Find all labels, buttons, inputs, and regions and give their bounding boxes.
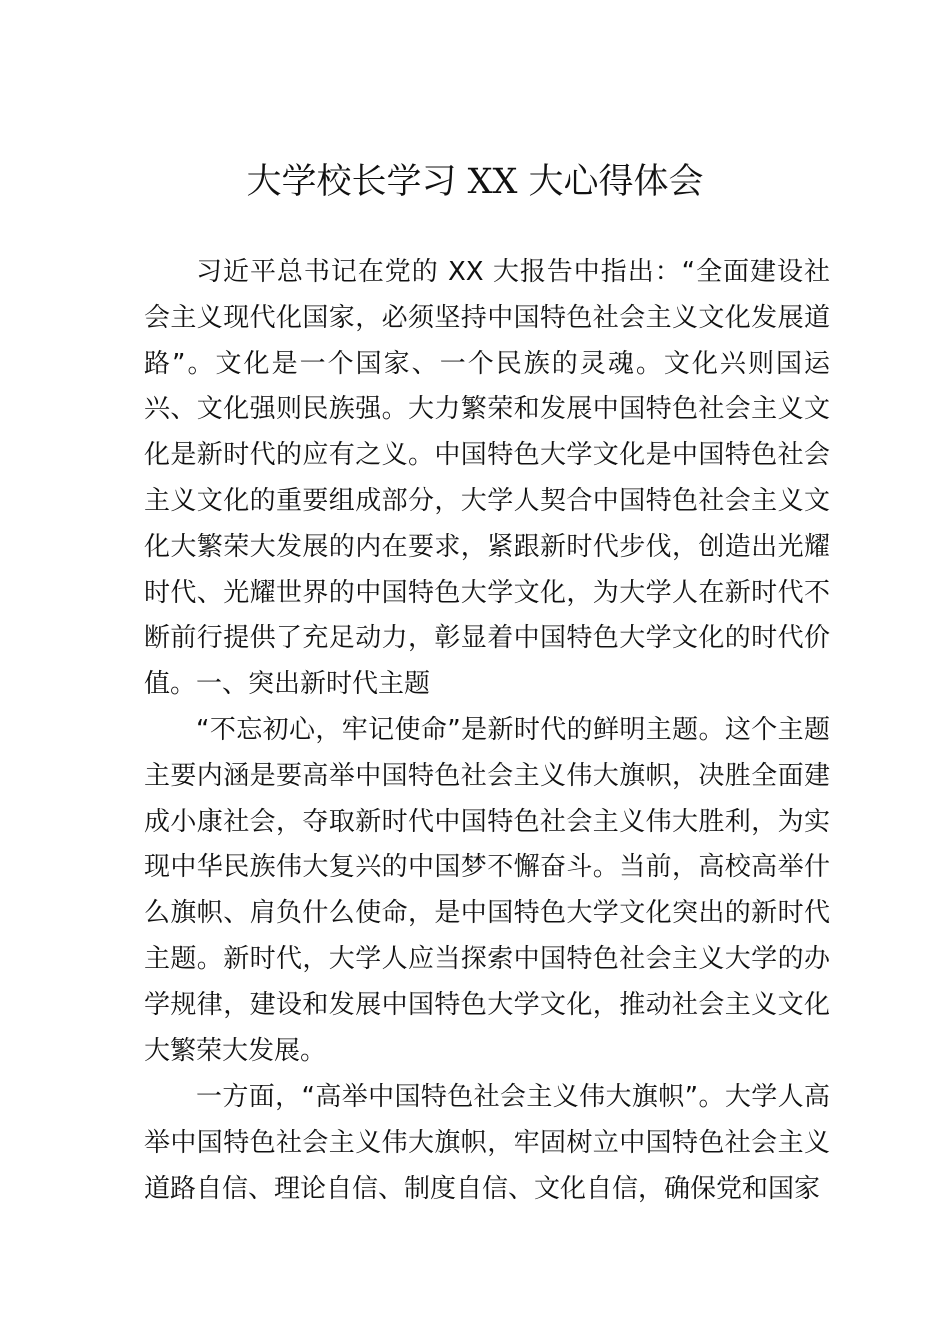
body-paragraph: “不忘初心，牢记使命”是新时代的鲜明主题。这个主题主要内涵是要高举中国特色社会主义伟大旗帜，决胜全面建成小康社会，夺取新时代中国特色社会主义伟大胜利，为实现中华民族伟大复兴的中国梦不懈奋斗。当前，高校高举什么旗帜、肩负什么使命，是中国特色大学文化突出的新时代主题。新时代，大学人应当探索中国特色社会主义大学的办学规律，建设和发展中国特色大学文化，推动社会主义文化大繁荣大发展。	[144, 715, 830, 1066]
document-title: 大学校长学习 XX 大心得体会	[246, 162, 704, 202]
intro-paragraph: 习近平总书记在党的 XX 大报告中指出：“全面建设社会主义现代化国家，必须坚持中国特色社会主义文化发展道路”。文化是一个国家、一个民族的灵魂。文化兴则国运兴、文化强则民族强。大力繁荣和发展中国特色社会主义文化是新时代的应有之义。中国特色大学文化是中国特色社会主义文化的重要组成部分，大学人契合中国特色社会主义文化大繁荣大发展的内在要求，紧跟新时代步伐，创造出光耀时代、光耀世界的中国特色大学文化，为大学人在新时代不断前行提供了充足动力，彰显着中国特色大学文化的时代价值。	[144, 257, 830, 700]
section-heading: 一、突出新时代主题	[196, 669, 431, 699]
body-paragraph: 一方面，“高举中国特色社会主义伟大旗帜”。大学人高举中国特色社会主义伟大旗帜，牢固树立中国特色社会主义道路自信、理论自信、制度自信、文化自信，确保党和国家	[144, 1082, 830, 1204]
